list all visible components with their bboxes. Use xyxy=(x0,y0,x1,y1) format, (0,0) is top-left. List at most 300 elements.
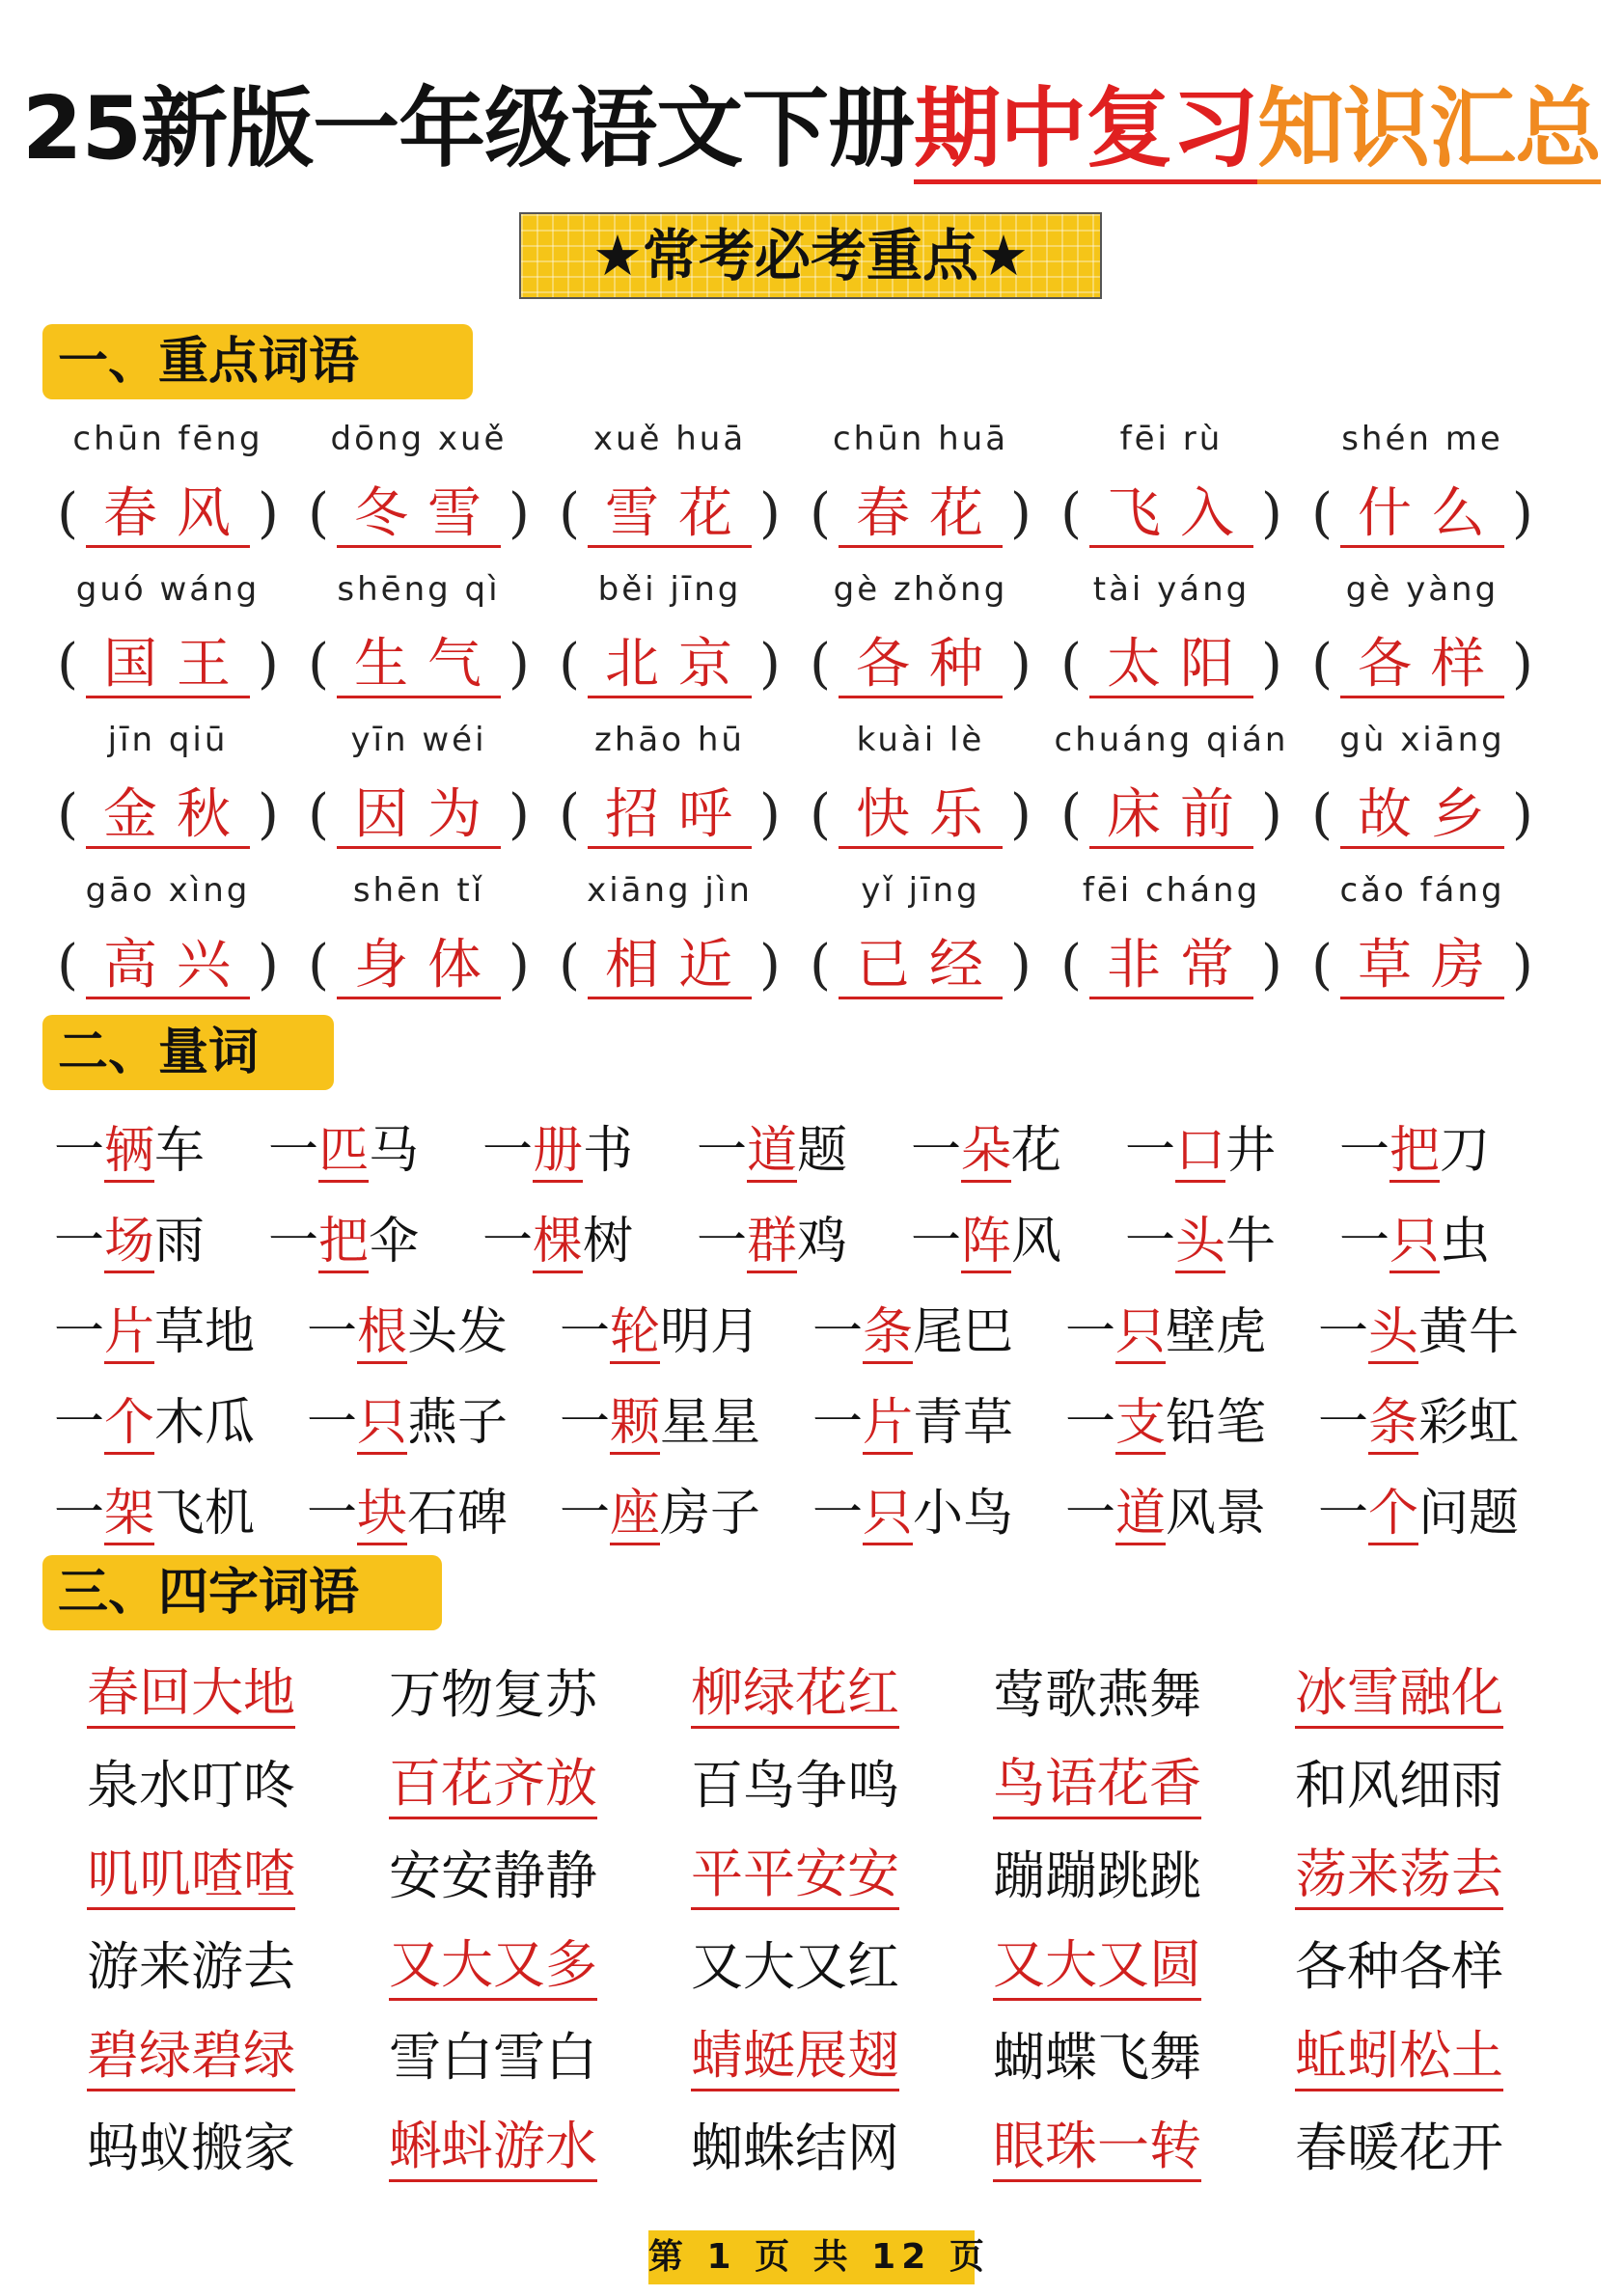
pinyin: cǎo fáng xyxy=(1339,871,1505,910)
idiom: 平平安安 xyxy=(691,1833,899,1910)
pinyin: běi jīng xyxy=(597,570,742,609)
measure-item xyxy=(911,1109,1125,1182)
vocab-word-cell xyxy=(1297,774,1548,857)
measure-row xyxy=(54,1281,1598,1372)
measure-word: 册 xyxy=(533,1122,583,1183)
measure-row xyxy=(54,1462,1598,1553)
vocab-word-cell xyxy=(544,623,795,706)
measure-item xyxy=(54,1472,307,1544)
measure-noun: 铅笔 xyxy=(1166,1393,1267,1452)
measure-item xyxy=(482,1200,697,1272)
measure-noun: 车 xyxy=(154,1121,206,1180)
vocab-word: 招呼 xyxy=(588,783,752,849)
section-heading-idioms: 三、四字词语 xyxy=(42,1555,442,1630)
measure-prefix: 一 xyxy=(697,1121,748,1180)
vocab-word: 故乡 xyxy=(1340,783,1504,849)
right-paren: ) xyxy=(759,783,781,846)
right-paren: ) xyxy=(1512,783,1533,846)
idiom-row xyxy=(87,1645,1592,1736)
measure-prefix: 一 xyxy=(54,1484,105,1543)
measure-prefix: 一 xyxy=(1125,1121,1176,1180)
vocab-word: 快乐 xyxy=(839,783,1003,849)
idiom: 荡来荡去 xyxy=(1295,1833,1503,1910)
idiom: 蹦蹦跳跳 xyxy=(993,1845,1201,1906)
measure-prefix: 一 xyxy=(812,1302,864,1361)
left-paren: ( xyxy=(810,482,831,545)
idiom-row xyxy=(87,1826,1592,1917)
idiom: 蜘蛛结网 xyxy=(691,2117,899,2178)
measure-item xyxy=(268,1200,482,1272)
measure-item xyxy=(482,1109,697,1182)
measure-noun: 壁虎 xyxy=(1166,1302,1267,1361)
word-row xyxy=(42,473,1586,556)
left-paren: ( xyxy=(1060,633,1082,696)
left-paren: ( xyxy=(810,633,831,696)
pinyin-row xyxy=(42,857,1586,924)
measure-noun: 星星 xyxy=(660,1393,761,1452)
measure-noun: 石碑 xyxy=(407,1484,509,1543)
vocab-word: 因为 xyxy=(337,783,501,849)
left-paren: ( xyxy=(308,482,329,545)
measure-item xyxy=(1125,1200,1339,1272)
measure-prefix: 一 xyxy=(1339,1121,1390,1180)
word-row xyxy=(42,924,1586,1007)
measure-noun: 燕子 xyxy=(407,1393,509,1452)
vocab-word-cell xyxy=(293,774,544,857)
vocab-word: 北京 xyxy=(588,633,752,698)
measure-word: 把 xyxy=(318,1213,369,1273)
measure-item xyxy=(268,1109,482,1182)
measure-noun: 飞机 xyxy=(154,1484,256,1543)
measure-word: 头 xyxy=(1368,1303,1418,1364)
left-paren: ( xyxy=(1060,934,1082,997)
measure-word: 把 xyxy=(1389,1122,1440,1183)
vocab-word-cell xyxy=(293,924,544,1007)
measure-noun: 牛 xyxy=(1225,1212,1277,1271)
measure-prefix: 一 xyxy=(482,1212,534,1271)
measure-prefix: 一 xyxy=(54,1393,105,1452)
vocab-word: 身体 xyxy=(337,934,501,999)
left-paren: ( xyxy=(1311,934,1333,997)
idiom: 和风细雨 xyxy=(1295,1754,1503,1816)
measure-word: 道 xyxy=(747,1122,797,1183)
right-paren: ) xyxy=(1261,633,1282,696)
pinyin-row xyxy=(42,405,1586,473)
pinyin: dōng xuě xyxy=(330,420,508,458)
left-paren: ( xyxy=(308,934,329,997)
title-main: 25新版一年级语文下册 xyxy=(21,78,915,179)
pinyin: gè zhǒng xyxy=(833,570,1008,609)
pinyin: shēn tǐ xyxy=(352,871,485,910)
measure-prefix: 一 xyxy=(482,1121,534,1180)
idiom: 蚂蚁搬家 xyxy=(87,2117,295,2178)
measure-noun: 马 xyxy=(369,1121,420,1180)
idiom: 蜻蜓展翅 xyxy=(691,2014,899,2091)
vocab-word: 高兴 xyxy=(86,934,250,999)
measure-item xyxy=(1318,1291,1571,1363)
pinyin: tài yáng xyxy=(1092,570,1251,609)
measure-item xyxy=(307,1472,560,1544)
section-heading-measure: 二、量词 xyxy=(42,1015,334,1090)
measure-prefix: 一 xyxy=(1065,1302,1116,1361)
measure-item xyxy=(697,1109,911,1182)
measure-item xyxy=(54,1381,307,1454)
left-paren: ( xyxy=(1311,633,1333,696)
idiom: 蝌蚪游水 xyxy=(389,2105,597,2182)
measure-word: 颗 xyxy=(610,1394,660,1455)
right-paren: ) xyxy=(1010,934,1032,997)
vocab-word: 飞入 xyxy=(1089,482,1253,548)
vocab-word-cell xyxy=(293,623,544,706)
right-paren: ) xyxy=(1010,783,1032,846)
measure-noun: 房子 xyxy=(660,1484,761,1543)
left-paren: ( xyxy=(1311,482,1333,545)
measure-noun: 题 xyxy=(797,1121,848,1180)
measure-word: 座 xyxy=(610,1485,660,1545)
measure-item xyxy=(1065,1381,1318,1454)
idiom: 蚯蚓松土 xyxy=(1295,2014,1503,2091)
measure-noun: 青草 xyxy=(913,1393,1014,1452)
vocab-word: 非常 xyxy=(1089,934,1253,999)
measure-noun: 问题 xyxy=(1418,1484,1520,1543)
left-paren: ( xyxy=(810,783,831,846)
idiom: 柳绿花红 xyxy=(691,1652,899,1729)
pinyin: shén me xyxy=(1341,420,1503,458)
vocab-word: 床前 xyxy=(1089,783,1253,849)
left-paren: ( xyxy=(559,783,580,846)
measure-noun: 井 xyxy=(1225,1121,1277,1180)
vocab-word: 春花 xyxy=(839,482,1003,548)
section-heading-vocab: 一、重点词语 xyxy=(42,324,473,399)
measure-prefix: 一 xyxy=(812,1393,864,1452)
pinyin: yǐ jīng xyxy=(861,871,980,910)
vocab-word: 太阳 xyxy=(1089,633,1253,698)
right-paren: ) xyxy=(1512,633,1533,696)
measure-noun: 花 xyxy=(1011,1121,1062,1180)
measure-prefix: 一 xyxy=(1318,1393,1369,1452)
measure-noun: 伞 xyxy=(369,1212,420,1271)
pinyin: gù xiāng xyxy=(1339,721,1505,759)
measure-item xyxy=(54,1291,307,1363)
idiom: 冰雪融化 xyxy=(1295,1652,1503,1729)
measure-prefix: 一 xyxy=(1318,1302,1369,1361)
measure-word: 阵 xyxy=(961,1213,1011,1273)
measure-row xyxy=(54,1372,1598,1462)
measure-prefix: 一 xyxy=(911,1121,962,1180)
measure-item xyxy=(1065,1472,1318,1544)
pinyin: gè yàng xyxy=(1345,570,1499,609)
measure-word: 辆 xyxy=(104,1122,154,1183)
measure-item xyxy=(1065,1291,1318,1363)
vocab-word: 相近 xyxy=(588,934,752,999)
title-highlight-orange: 知识汇总 xyxy=(1257,78,1601,184)
right-paren: ) xyxy=(1261,934,1282,997)
measure-word: 轮 xyxy=(610,1303,660,1364)
measure-word: 根 xyxy=(357,1303,407,1364)
pinyin: chūn huā xyxy=(832,420,1009,458)
pinyin: fēi rù xyxy=(1119,420,1224,458)
measure-item xyxy=(560,1291,812,1363)
pinyin: xiāng jìn xyxy=(587,871,753,910)
right-paren: ) xyxy=(509,783,530,846)
vocab-word: 雪花 xyxy=(588,482,752,548)
measure-prefix: 一 xyxy=(1339,1212,1390,1271)
vocab-word-cell xyxy=(42,623,293,706)
vocab-word-cell xyxy=(1046,774,1297,857)
measure-row xyxy=(54,1100,1598,1190)
measure-word-grid xyxy=(54,1100,1598,1553)
vocab-word-cell xyxy=(1297,924,1548,1007)
measure-noun: 头发 xyxy=(407,1302,509,1361)
idiom: 叽叽喳喳 xyxy=(87,1833,295,1910)
idiom-row xyxy=(87,1917,1592,2008)
right-paren: ) xyxy=(1261,482,1282,545)
pinyin: fēi cháng xyxy=(1082,871,1261,910)
idiom-grid xyxy=(87,1645,1592,2189)
measure-word: 个 xyxy=(1368,1485,1418,1545)
measure-item xyxy=(1318,1472,1571,1544)
vocab-word-cell xyxy=(795,623,1046,706)
measure-prefix: 一 xyxy=(1318,1484,1369,1543)
key-points-banner: ★常考必考重点★ xyxy=(519,212,1102,299)
idiom: 百花齐放 xyxy=(389,1742,597,1819)
pinyin: shēng qì xyxy=(337,570,501,609)
idiom-row xyxy=(87,2008,1592,2098)
left-paren: ( xyxy=(57,783,78,846)
measure-word: 口 xyxy=(1175,1122,1225,1183)
pinyin: chūn fēng xyxy=(72,420,263,458)
measure-item xyxy=(1339,1109,1554,1182)
vocab-word-cell xyxy=(795,924,1046,1007)
measure-word: 架 xyxy=(104,1485,154,1545)
measure-prefix: 一 xyxy=(911,1212,962,1271)
left-paren: ( xyxy=(559,482,580,545)
measure-prefix: 一 xyxy=(1065,1393,1116,1452)
pinyin: gāo xìng xyxy=(85,871,251,910)
idiom: 游来游去 xyxy=(87,1935,295,1997)
pinyin: xuě huā xyxy=(592,420,747,458)
measure-word: 只 xyxy=(1389,1213,1440,1273)
idiom: 鸟语花香 xyxy=(993,1742,1201,1819)
right-paren: ) xyxy=(509,633,530,696)
right-paren: ) xyxy=(1512,934,1533,997)
measure-word: 条 xyxy=(863,1303,913,1364)
measure-noun: 草地 xyxy=(154,1302,256,1361)
left-paren: ( xyxy=(57,934,78,997)
vocab-word-cell xyxy=(795,774,1046,857)
idiom: 雪白雪白 xyxy=(389,2026,597,2088)
idiom: 又大又圆 xyxy=(993,1924,1201,2001)
vocab-word-cell xyxy=(42,924,293,1007)
right-paren: ) xyxy=(1010,482,1032,545)
right-paren: ) xyxy=(258,633,279,696)
measure-noun: 书 xyxy=(583,1121,634,1180)
left-paren: ( xyxy=(559,934,580,997)
pinyin-row xyxy=(42,556,1586,623)
pinyin: jīn qiū xyxy=(107,721,229,759)
word-row xyxy=(42,774,1586,857)
left-paren: ( xyxy=(308,633,329,696)
vocab-word: 什么 xyxy=(1340,482,1504,548)
measure-prefix: 一 xyxy=(307,1393,358,1452)
measure-item xyxy=(54,1200,268,1272)
measure-prefix: 一 xyxy=(697,1212,748,1271)
page-number: 第 1 页 共 12 页 xyxy=(648,2230,975,2284)
measure-noun: 风景 xyxy=(1166,1484,1267,1543)
measure-item xyxy=(307,1381,560,1454)
measure-prefix: 一 xyxy=(54,1212,105,1271)
right-paren: ) xyxy=(258,482,279,545)
title-highlight-red: 期中复习 xyxy=(914,78,1257,184)
idiom: 泉水叮咚 xyxy=(87,1754,295,1816)
measure-word: 片 xyxy=(104,1303,154,1364)
measure-prefix: 一 xyxy=(560,1484,611,1543)
vocab-word-cell xyxy=(795,473,1046,556)
idiom: 百鸟争鸣 xyxy=(691,1754,899,1816)
measure-item xyxy=(307,1291,560,1363)
pinyin: guó wáng xyxy=(75,570,261,609)
vocab-word-cell xyxy=(1046,473,1297,556)
measure-item xyxy=(911,1200,1125,1272)
idiom: 蝴蝶飞舞 xyxy=(993,2026,1201,2088)
vocab-word-cell xyxy=(1297,623,1548,706)
measure-item xyxy=(560,1381,812,1454)
measure-item xyxy=(54,1109,268,1182)
measure-prefix: 一 xyxy=(812,1484,864,1543)
vocab-word-cell xyxy=(1046,623,1297,706)
vocab-word-cell xyxy=(293,473,544,556)
pinyin-row xyxy=(42,706,1586,774)
vocab-word-cell xyxy=(544,473,795,556)
measure-word: 条 xyxy=(1368,1394,1418,1455)
measure-item xyxy=(812,1381,1065,1454)
measure-word: 个 xyxy=(104,1394,154,1455)
right-paren: ) xyxy=(1261,783,1282,846)
measure-item xyxy=(1125,1109,1339,1182)
measure-noun: 风 xyxy=(1011,1212,1062,1271)
measure-prefix: 一 xyxy=(54,1121,105,1180)
measure-noun: 雨 xyxy=(154,1212,206,1271)
measure-noun: 彩虹 xyxy=(1418,1393,1520,1452)
right-paren: ) xyxy=(759,934,781,997)
measure-noun: 明月 xyxy=(660,1302,761,1361)
right-paren: ) xyxy=(759,633,781,696)
page-title xyxy=(0,58,1623,183)
idiom: 春回大地 xyxy=(87,1652,295,1729)
measure-prefix: 一 xyxy=(268,1121,319,1180)
measure-word: 群 xyxy=(747,1213,797,1273)
vocab-grid xyxy=(42,405,1586,1007)
measure-row xyxy=(54,1190,1598,1281)
measure-noun: 尾巴 xyxy=(913,1302,1014,1361)
measure-noun: 虫 xyxy=(1440,1212,1491,1271)
left-paren: ( xyxy=(57,482,78,545)
measure-word: 片 xyxy=(863,1394,913,1455)
vocab-word: 春风 xyxy=(86,482,250,548)
vocab-word-cell xyxy=(42,774,293,857)
idiom: 又大又多 xyxy=(389,1924,597,2001)
left-paren: ( xyxy=(308,783,329,846)
measure-prefix: 一 xyxy=(560,1393,611,1452)
vocab-word: 草房 xyxy=(1340,934,1504,999)
measure-word: 匹 xyxy=(318,1122,369,1183)
measure-prefix: 一 xyxy=(307,1302,358,1361)
left-paren: ( xyxy=(1060,482,1082,545)
left-paren: ( xyxy=(810,934,831,997)
vocab-word-cell xyxy=(42,473,293,556)
measure-noun: 树 xyxy=(583,1212,634,1271)
measure-word: 道 xyxy=(1115,1485,1166,1545)
measure-noun: 黄牛 xyxy=(1418,1302,1520,1361)
vocab-word: 冬雪 xyxy=(337,482,501,548)
idiom: 春暖花开 xyxy=(1295,2117,1503,2178)
measure-word: 棵 xyxy=(533,1213,583,1273)
right-paren: ) xyxy=(759,482,781,545)
vocab-word-cell xyxy=(1297,473,1548,556)
idiom: 莺歌燕舞 xyxy=(993,1663,1201,1725)
vocab-word-cell xyxy=(544,774,795,857)
idiom-row xyxy=(87,1736,1592,1826)
measure-prefix: 一 xyxy=(268,1212,319,1271)
idiom: 碧绿碧绿 xyxy=(87,2014,295,2091)
vocab-word: 生气 xyxy=(337,633,501,698)
measure-word: 朵 xyxy=(961,1122,1011,1183)
vocab-word: 各种 xyxy=(839,633,1003,698)
right-paren: ) xyxy=(258,783,279,846)
measure-item xyxy=(560,1472,812,1544)
idiom: 各种各样 xyxy=(1295,1935,1503,1997)
vocab-word: 各样 xyxy=(1340,633,1504,698)
measure-item xyxy=(812,1472,1065,1544)
measure-word: 场 xyxy=(104,1213,154,1273)
vocab-word: 已经 xyxy=(839,934,1003,999)
vocab-word-cell xyxy=(1046,924,1297,1007)
idiom: 又大又红 xyxy=(691,1935,899,1997)
measure-prefix: 一 xyxy=(54,1302,105,1361)
measure-word: 支 xyxy=(1115,1394,1166,1455)
measure-prefix: 一 xyxy=(1065,1484,1116,1543)
idiom: 安安静静 xyxy=(389,1845,597,1906)
pinyin: zhāo hū xyxy=(594,721,745,759)
measure-word: 头 xyxy=(1175,1213,1225,1273)
measure-prefix: 一 xyxy=(307,1484,358,1543)
vocab-word: 国王 xyxy=(86,633,250,698)
measure-item xyxy=(697,1200,911,1272)
measure-noun: 刀 xyxy=(1440,1121,1491,1180)
right-paren: ) xyxy=(509,482,530,545)
left-paren: ( xyxy=(57,633,78,696)
right-paren: ) xyxy=(1010,633,1032,696)
pinyin: yīn wéi xyxy=(350,721,487,759)
measure-noun: 鸡 xyxy=(797,1212,848,1271)
right-paren: ) xyxy=(258,934,279,997)
measure-word: 只 xyxy=(863,1485,913,1545)
right-paren: ) xyxy=(509,934,530,997)
idiom: 眼珠一转 xyxy=(993,2105,1201,2182)
idiom-row xyxy=(87,2098,1592,2189)
left-paren: ( xyxy=(559,633,580,696)
right-paren: ) xyxy=(1512,482,1533,545)
measure-word: 只 xyxy=(357,1394,407,1455)
vocab-word: 金秋 xyxy=(86,783,250,849)
left-paren: ( xyxy=(1311,783,1333,846)
measure-prefix: 一 xyxy=(1125,1212,1176,1271)
measure-word: 块 xyxy=(357,1485,407,1545)
idiom: 万物复苏 xyxy=(389,1663,597,1725)
measure-item xyxy=(1339,1200,1554,1272)
pinyin: chuáng qián xyxy=(1054,721,1289,759)
measure-prefix: 一 xyxy=(560,1302,611,1361)
